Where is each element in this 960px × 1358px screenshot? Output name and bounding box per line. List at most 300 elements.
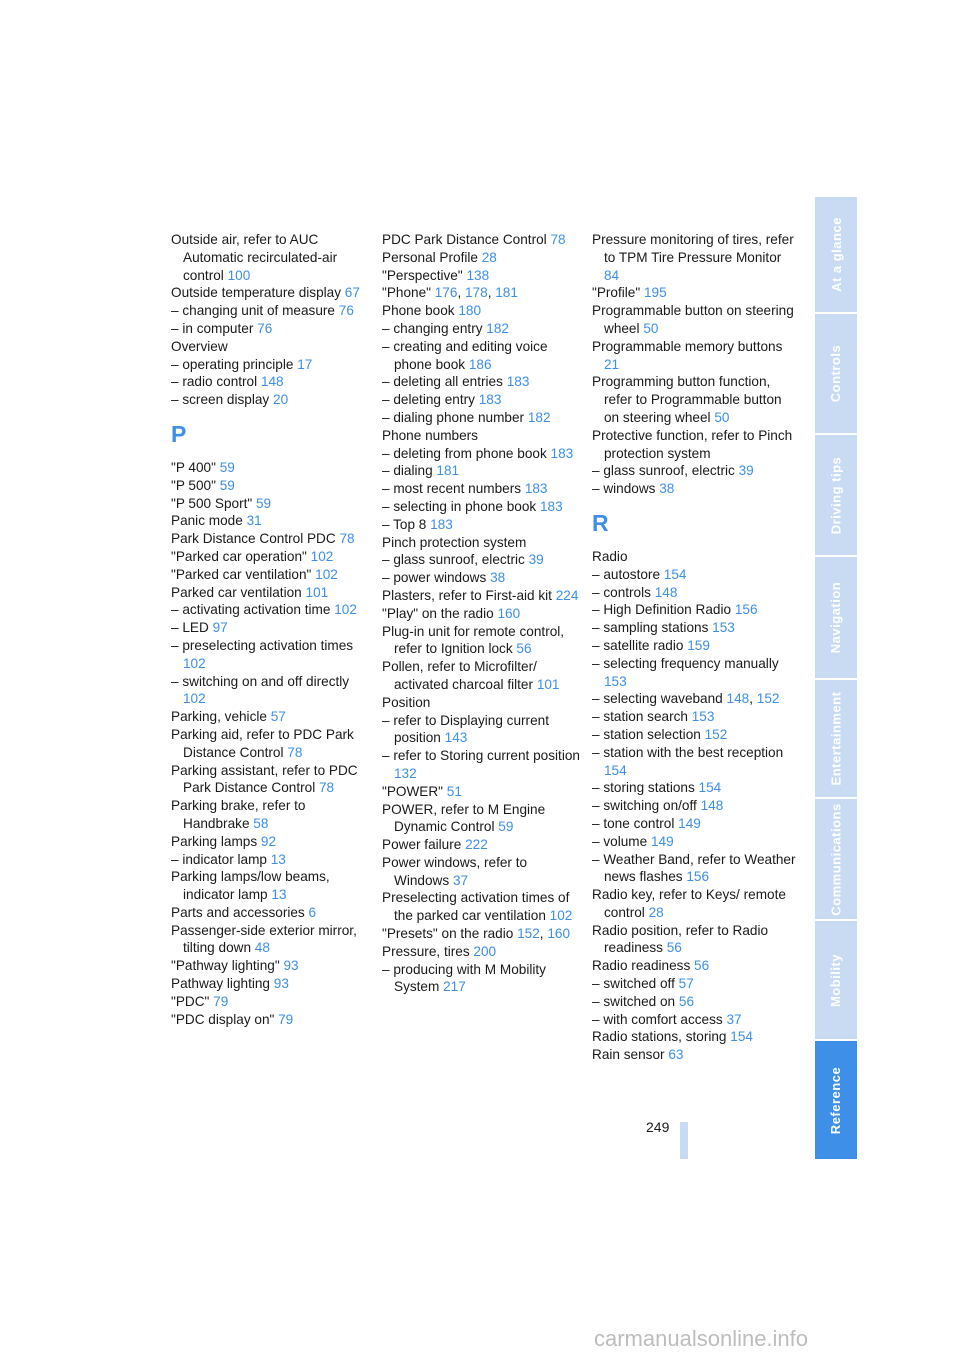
page-reference-link[interactable]: 48 — [254, 940, 270, 956]
index-term: – station selection — [592, 726, 701, 742]
index-term: – Top 8 — [382, 516, 427, 532]
tab-driving-tips[interactable] — [815, 435, 857, 555]
page-reference-link[interactable]: 160 — [497, 605, 521, 621]
index-entry — [171, 726, 371, 762]
index-entry — [592, 373, 797, 426]
index-term: – autostore — [592, 566, 661, 582]
index-entry — [382, 498, 582, 516]
index-entry — [171, 833, 371, 851]
page-reference-link[interactable]: 183 — [539, 498, 563, 514]
index-entry — [171, 284, 371, 302]
page-number-bar — [680, 1122, 688, 1159]
index-entry — [171, 1011, 371, 1029]
index-entry — [382, 623, 582, 659]
page-reference-link[interactable]: 102 — [334, 602, 357, 618]
page-reference-link[interactable]: 102 — [183, 691, 206, 707]
tab-navigation[interactable] — [815, 557, 857, 678]
index-term: – with comfort access — [592, 1011, 723, 1027]
index-entry — [592, 1011, 797, 1029]
page-reference-link[interactable]: 92 — [260, 833, 277, 849]
index-entry — [171, 566, 371, 584]
page-reference-link[interactable]: 152 — [704, 726, 728, 742]
tab-communications[interactable] — [815, 799, 857, 919]
index-term: Protective function, refer to Pinch protection system — [592, 427, 793, 461]
index-entry — [592, 637, 797, 655]
index-entry — [592, 779, 797, 797]
page-reference-link[interactable]: 222 — [465, 837, 488, 853]
index-entry — [171, 459, 371, 477]
index-entry — [171, 338, 371, 356]
tab-controls[interactable] — [815, 314, 857, 433]
tab-entertainment[interactable] — [815, 680, 857, 797]
index-term: "Parked car operation" — [171, 548, 307, 564]
index-entry — [592, 619, 797, 637]
index-term: Parked car ventilation — [171, 584, 302, 600]
index-entry — [382, 373, 582, 391]
index-entry — [592, 886, 797, 922]
page-reference-link[interactable]: 17 — [297, 356, 313, 372]
page-reference-link[interactable]: 79 — [278, 1011, 294, 1027]
index-term: – glass sunroof, electric — [382, 552, 525, 568]
index-term: – deleting entry — [382, 392, 475, 408]
index-term: Parking assistant, refer to PDC Park Distance Control — [171, 762, 358, 796]
index-entry — [171, 495, 371, 513]
page-reference-link[interactable]: 148 — [726, 691, 750, 707]
page-reference-link[interactable]: 148 — [260, 374, 284, 390]
index-term: Parking lamps — [171, 833, 258, 849]
index-term: Radio key, refer to Keys/ remote control — [592, 887, 786, 920]
page-reference-link[interactable]: 97 — [212, 620, 228, 636]
index-entry — [382, 462, 582, 480]
page-reference-link[interactable]: 63 — [668, 1047, 684, 1063]
index-term: – High Definition Radio — [592, 602, 732, 618]
index-entry — [171, 477, 371, 495]
tab-label: Reference — [828, 1066, 844, 1134]
index-entry: "Presets" on the radio 152, 160 — [382, 926, 571, 942]
index-term: "Presets" on the radio — [382, 926, 514, 942]
index-term: "Pathway lighting" — [171, 958, 280, 974]
index-term: Phone numbers — [382, 427, 478, 443]
section-letter: R — [592, 509, 609, 536]
index-term: – dialing phone number — [382, 409, 525, 425]
index-entry — [592, 1046, 797, 1064]
index-term: – satellite radio — [592, 637, 684, 653]
index-entry — [171, 584, 371, 602]
index-term: Pathway lighting — [171, 976, 270, 992]
index-entry — [382, 569, 582, 587]
page-reference-link[interactable]: 181 — [436, 463, 460, 479]
page-reference-link[interactable]: 84 — [604, 267, 620, 283]
index-term: – selecting in phone book — [382, 498, 537, 514]
page-reference-link[interactable]: 39 — [738, 463, 754, 479]
page-reference-link[interactable]: 28 — [481, 249, 497, 265]
index-entry: "Phone" 176, 178, 181 — [382, 285, 518, 301]
index-entry — [592, 231, 797, 284]
index-entry — [592, 302, 797, 338]
page-reference-link[interactable]: 93 — [273, 976, 289, 992]
page-reference-link[interactable]: 51 — [446, 783, 462, 799]
tab-label: Controls — [828, 344, 844, 403]
index-entry — [171, 548, 371, 566]
index-term: Radio readiness — [592, 958, 691, 974]
index-term: – selecting frequency manually — [592, 655, 779, 671]
index-term: – station search — [592, 709, 688, 725]
index-term: Plug-in unit for remote control, refer to Ignition lock — [382, 623, 565, 657]
index-entry — [171, 637, 371, 673]
page-reference-link[interactable]: 6 — [308, 904, 317, 920]
page-reference-link[interactable]: 67 — [344, 285, 360, 301]
tab-label: Entertainment — [828, 691, 844, 786]
index-entry — [592, 993, 797, 1011]
index-entry — [592, 601, 797, 619]
page-reference-link[interactable]: 160 — [547, 926, 571, 942]
section-tabs — [815, 197, 857, 1161]
page-reference-link[interactable]: 183 — [550, 445, 574, 461]
index-term: "Perspective" — [382, 267, 463, 283]
tab-label: Communications — [828, 802, 844, 916]
page-reference-link[interactable]: 156 — [686, 869, 710, 885]
index-entry — [592, 427, 797, 463]
index-entry — [171, 601, 371, 619]
page-reference-link[interactable]: 59 — [219, 459, 235, 475]
index-term: – refer to Displaying current position — [382, 712, 549, 746]
index-entry — [382, 427, 582, 445]
index-term: "Parked car ventilation" — [171, 566, 312, 582]
index-term: – changing entry — [382, 320, 483, 336]
index-entry — [382, 747, 582, 783]
index-entry — [171, 851, 371, 869]
index-entry — [382, 961, 582, 997]
index-term: – most recent numbers — [382, 481, 522, 497]
page-reference-link[interactable]: 50 — [714, 409, 730, 425]
page-reference-link[interactable]: 153 — [712, 620, 735, 636]
index-term: – sampling stations — [592, 620, 709, 636]
index-term: Programmable button on steering wheel — [592, 303, 794, 336]
index-entry — [382, 943, 582, 961]
index-term: – station with the best reception — [592, 744, 784, 760]
page-reference-link[interactable]: 28 — [648, 904, 664, 920]
index-term: Programmable memory buttons — [592, 338, 783, 354]
page-reference-link[interactable]: 154 — [730, 1029, 753, 1045]
page-reference-link[interactable]: 58 — [253, 815, 269, 831]
index-entry — [382, 783, 582, 801]
index-entry — [382, 658, 582, 694]
index-column-2 — [382, 231, 582, 996]
index-term: "PDC display on" — [171, 1011, 275, 1027]
page-reference-link[interactable]: 13 — [271, 887, 287, 903]
index-entry — [171, 619, 371, 637]
index-term: Power failure — [382, 837, 462, 853]
index-entry — [382, 694, 582, 712]
page-reference-link[interactable]: 31 — [246, 513, 262, 529]
index-entry: – selecting waveband 148, 152 — [592, 691, 780, 707]
index-term: – storing stations — [592, 780, 695, 796]
page-reference-link[interactable]: 57 — [270, 709, 286, 725]
page-reference-link[interactable]: 183 — [430, 516, 453, 532]
page-reference-link[interactable]: 78 — [287, 744, 303, 760]
page-reference-link[interactable]: 102 — [310, 548, 334, 564]
index-entry — [592, 815, 797, 833]
index-term: Parking brake, refer to Handbrake — [171, 798, 306, 831]
page-reference-link[interactable]: 154 — [663, 566, 687, 582]
index-term: "P 500" — [171, 477, 216, 493]
page-reference-link[interactable]: 176 — [434, 285, 458, 301]
page-reference-link[interactable]: 138 — [466, 267, 490, 283]
page-reference-link[interactable]: 102 — [549, 908, 573, 924]
index-entry — [382, 801, 582, 837]
index-term: – controls — [592, 584, 651, 600]
page-reference-link[interactable]: 59 — [498, 819, 514, 835]
index-term: Programming button function, refer to Programmable button on steering wheel — [592, 374, 782, 425]
index-entry — [382, 338, 582, 374]
index-entry — [592, 726, 797, 744]
page-reference-link[interactable]: 38 — [490, 570, 506, 586]
page-reference-link[interactable]: 56 — [666, 940, 682, 956]
page-reference-link[interactable]: 76 — [257, 320, 273, 336]
page-reference-link[interactable]: 37 — [452, 872, 469, 888]
index-entry — [171, 904, 371, 922]
page-reference-link[interactable]: 156 — [734, 602, 758, 618]
page-reference-link[interactable]: 178 — [465, 285, 488, 301]
index-term: "P 400" — [171, 459, 216, 475]
page-reference-link[interactable]: 149 — [650, 833, 674, 849]
index-entry — [592, 851, 797, 887]
page-reference-link[interactable]: 148 — [700, 798, 724, 814]
page-reference-link[interactable]: 57 — [678, 976, 694, 992]
index-entry — [382, 605, 582, 623]
page-reference-link[interactable]: 76 — [338, 303, 354, 319]
index-entry — [592, 566, 797, 584]
page-reference-link[interactable]: 195 — [643, 285, 667, 301]
index-entry — [592, 655, 797, 691]
page-reference-link[interactable]: 153 — [691, 709, 715, 725]
page-reference-link[interactable]: 182 — [486, 320, 509, 336]
index-term: PDC Park Distance Control — [382, 232, 547, 247]
page-reference-link[interactable]: 21 — [604, 356, 620, 372]
index-entry — [382, 267, 582, 285]
page-reference-link[interactable]: 186 — [468, 356, 492, 372]
index-term: Plasters, refer to First-aid kit — [382, 587, 552, 603]
index-entry — [171, 512, 371, 530]
index-term: "Play" on the radio — [382, 605, 494, 621]
page-reference-link[interactable]: 152 — [517, 926, 540, 942]
index-term: Personal Profile — [382, 249, 478, 265]
index-entry — [382, 231, 582, 249]
page-number: 249 — [646, 1119, 670, 1135]
page-reference-link[interactable]: 101 — [305, 584, 329, 600]
index-entry — [382, 889, 582, 925]
page-reference-link[interactable]: 149 — [678, 815, 701, 831]
index-term: Phone book — [382, 303, 455, 319]
index-entry — [382, 391, 582, 409]
index-entry — [592, 480, 797, 498]
page-reference-link[interactable]: 148 — [654, 584, 678, 600]
index-term: Parking, vehicle — [171, 709, 267, 725]
page-reference-link[interactable]: 38 — [659, 481, 675, 497]
page-reference-link[interactable]: 154 — [698, 780, 722, 796]
tab-reference[interactable] — [815, 1041, 857, 1159]
index-entry — [592, 338, 797, 374]
page-reference-link[interactable]: 56 — [694, 958, 710, 974]
index-entry — [171, 975, 371, 993]
index-term: – preselecting activation times — [171, 637, 354, 653]
page-reference-link[interactable]: 182 — [527, 409, 551, 425]
index-term: "Phone" — [382, 285, 431, 301]
page-reference-link[interactable]: 78 — [339, 531, 355, 547]
watermark: carmanualsonline.info — [594, 1326, 809, 1351]
index-entry — [592, 833, 797, 851]
index-term: POWER, refer to M Engine Dynamic Control — [382, 801, 546, 835]
index-entry — [592, 462, 797, 480]
index-entry — [592, 744, 797, 780]
page-reference-link[interactable]: 78 — [319, 780, 335, 796]
index-entry — [171, 868, 371, 904]
page-reference-link[interactable]: 56 — [516, 641, 532, 657]
index-term: – refer to Storing current position — [382, 748, 580, 764]
section-letter: P — [171, 420, 187, 447]
index-entry — [171, 762, 371, 798]
index-term: "PDC" — [171, 993, 210, 1009]
index-entry — [592, 797, 797, 815]
index-entry — [382, 854, 582, 890]
index-term: – in computer — [171, 320, 254, 336]
index-column-1 — [171, 231, 371, 1028]
index-term: – power windows — [382, 570, 487, 586]
index-entry — [171, 797, 371, 833]
index-term: "P 500 Sport" — [171, 495, 253, 511]
index-term: – operating principle — [171, 356, 294, 372]
index-entry — [171, 391, 371, 409]
page-reference-link[interactable]: 152 — [756, 691, 780, 707]
page-reference-link[interactable]: 224 — [555, 587, 579, 603]
page-reference-link[interactable]: 153 — [604, 673, 627, 689]
page-reference-link[interactable]: 183 — [506, 374, 530, 390]
index-term: – screen display — [171, 392, 270, 408]
index-term: Pollen, refer to Microfilter/ activated charcoal filter — [382, 659, 537, 692]
index-entry — [382, 302, 582, 320]
index-term: Radio — [592, 548, 628, 564]
index-entry — [171, 922, 371, 958]
index-entry — [382, 534, 582, 552]
page-reference-link[interactable]: 56 — [678, 993, 695, 1009]
index-term: Park Distance Control PDC — [171, 531, 336, 547]
index-term: – selecting waveband — [592, 691, 723, 707]
page-reference-link[interactable]: 101 — [536, 676, 560, 692]
page-reference-link[interactable]: 183 — [524, 481, 548, 497]
index-term: – switched on — [592, 993, 676, 1009]
index-term: Parking aid, refer to PDC Park Distance Control — [171, 726, 354, 760]
index-term: – deleting all entries — [382, 374, 503, 390]
index-entry — [382, 249, 582, 267]
index-term: – radio control — [171, 374, 258, 390]
tab-label: Navigation — [828, 581, 844, 654]
tab-label: Driving tips — [828, 456, 844, 534]
page-reference-link[interactable]: 13 — [270, 851, 286, 867]
tab-label: At a glance — [828, 217, 844, 292]
page-reference-link[interactable]: 217 — [443, 979, 466, 995]
page-reference-link[interactable]: 180 — [458, 303, 482, 319]
page-reference-link[interactable]: 143 — [444, 730, 468, 746]
index-term: – glass sunroof, electric — [592, 463, 735, 479]
index-entry — [382, 445, 582, 463]
index-term: Radio stations, storing — [592, 1029, 727, 1045]
page-reference-link[interactable]: 154 — [604, 762, 627, 778]
index-entry — [382, 409, 582, 427]
tab-mobility[interactable] — [815, 921, 857, 1039]
index-entry — [592, 548, 797, 566]
index-term: Parts and accessories — [171, 904, 305, 920]
index-entry — [592, 922, 797, 958]
index-term: Position — [382, 694, 431, 710]
index-term: "POWER" — [382, 783, 444, 799]
tab-at-a-glance[interactable] — [815, 197, 857, 312]
page-reference-link[interactable]: 93 — [283, 958, 299, 974]
index-term: – tone control — [592, 815, 675, 831]
index-term: – switched off — [592, 976, 675, 992]
index-term: Overview — [171, 338, 228, 354]
index-term: – activating activation time — [171, 602, 331, 618]
index-term: Pinch protection system — [382, 534, 527, 550]
tab-label: Mobility — [828, 953, 844, 1007]
page-reference-link[interactable]: 132 — [394, 765, 417, 781]
index-entry — [171, 993, 371, 1011]
index-term: – Weather Band, refer to Weather news flashes — [592, 851, 796, 885]
index-term: – switching on/off — [592, 798, 697, 814]
page-reference-link[interactable]: 159 — [687, 637, 710, 653]
index-term: Pressure monitoring of tires, refer to TPM Tire Pressure Monitor — [592, 232, 794, 265]
index-term: – switching on and off directly — [171, 673, 350, 689]
index-entry — [171, 320, 371, 338]
page-reference-link[interactable]: 37 — [726, 1011, 742, 1027]
index-term: Power windows, refer to Windows — [382, 854, 528, 888]
index-term: Outside air, refer to AUC Automatic recirculated-air control — [171, 232, 338, 283]
page-reference-link[interactable]: 59 — [219, 477, 235, 493]
index-term: Rain sensor — [592, 1047, 665, 1063]
page-reference-link[interactable]: 79 — [213, 993, 229, 1009]
page-reference-link[interactable]: 78 — [550, 232, 566, 247]
index-term: – dialing — [382, 463, 433, 479]
page-reference-link[interactable]: 20 — [273, 392, 289, 408]
index-term: Passenger-side exterior mirror, tilting down — [171, 922, 357, 956]
page-reference-link[interactable]: 39 — [528, 552, 544, 568]
page-reference-link[interactable]: 59 — [255, 495, 272, 511]
page-reference-link[interactable]: 183 — [478, 392, 502, 408]
index-entry — [592, 284, 797, 302]
index-entry — [382, 712, 582, 748]
index-entry — [382, 480, 582, 498]
index-entry — [171, 231, 371, 284]
index-term: Preselecting activation times of the parked car ventilation — [382, 890, 570, 924]
page-reference-link[interactable]: 181 — [495, 285, 518, 301]
page-reference-link[interactable]: 200 — [473, 943, 497, 959]
index-entry — [171, 373, 371, 391]
index-term: – changing unit of measure — [171, 303, 335, 319]
index-entry — [171, 356, 371, 374]
index-term: Radio position, refer to Radio readiness — [592, 922, 769, 956]
page-reference-link[interactable]: 100 — [227, 267, 251, 283]
index-entry — [382, 516, 582, 534]
index-term: – windows — [592, 481, 656, 497]
page-reference-link[interactable]: 102 — [315, 566, 338, 582]
index-term: Parking lamps/low beams, indicator lamp — [171, 869, 330, 903]
index-term: "Profile" — [592, 285, 641, 301]
index-entry — [592, 708, 797, 726]
index-entry — [592, 975, 797, 993]
index-entry — [171, 673, 371, 709]
index-entry — [592, 1028, 797, 1046]
page-reference-link[interactable]: 102 — [183, 655, 206, 671]
page-reference-link[interactable]: 50 — [643, 320, 659, 336]
